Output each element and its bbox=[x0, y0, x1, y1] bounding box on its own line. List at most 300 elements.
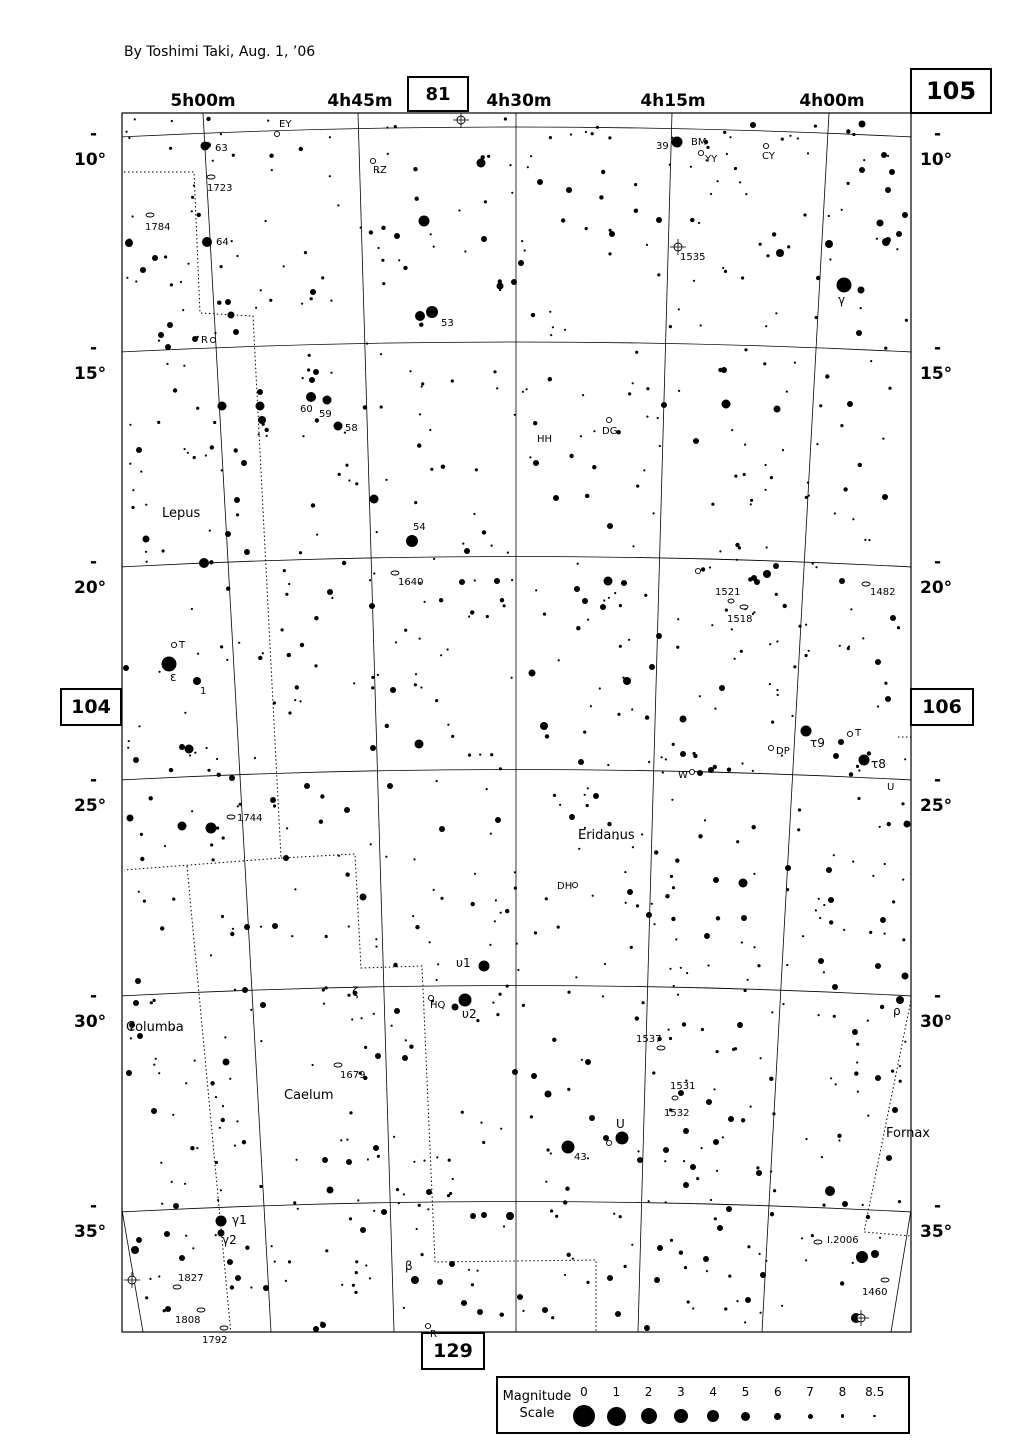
faint-star bbox=[669, 325, 672, 328]
dec-label-right-10: 10° bbox=[920, 150, 953, 170]
faint-star bbox=[140, 833, 143, 836]
faint-star bbox=[898, 1200, 901, 1203]
variable-cy bbox=[763, 143, 768, 148]
star bbox=[205, 142, 211, 148]
faint-star bbox=[884, 682, 887, 685]
faint-star bbox=[441, 465, 445, 469]
legend-magnitude-label: 8.5 bbox=[865, 1385, 885, 1399]
faint-star bbox=[473, 513, 475, 515]
star bbox=[263, 1285, 269, 1291]
faint-star bbox=[158, 671, 160, 673]
star-54 bbox=[406, 535, 418, 547]
dec-label-left-10: 10° bbox=[74, 150, 107, 170]
dec-tick-left: - bbox=[90, 552, 98, 572]
faint-star bbox=[409, 1045, 413, 1049]
faint-star bbox=[677, 618, 679, 620]
faint-star bbox=[474, 579, 476, 581]
faint-star bbox=[259, 1185, 262, 1188]
star bbox=[470, 1213, 476, 1219]
faint-star bbox=[797, 828, 800, 831]
faint-star bbox=[553, 794, 556, 797]
faint-star bbox=[609, 229, 612, 232]
star bbox=[604, 577, 613, 586]
faint-star bbox=[307, 368, 310, 371]
faint-star bbox=[260, 926, 262, 928]
variable-r bbox=[210, 337, 215, 342]
star bbox=[449, 1261, 455, 1267]
faint-star bbox=[698, 222, 700, 224]
faint-star bbox=[433, 558, 435, 560]
faint-star bbox=[603, 599, 605, 601]
faint-star bbox=[267, 120, 269, 122]
faint-star bbox=[567, 1253, 571, 1257]
faint-star bbox=[320, 794, 324, 798]
faint-star bbox=[172, 898, 175, 901]
faint-star bbox=[887, 155, 889, 157]
faint-star bbox=[770, 476, 773, 479]
star bbox=[574, 586, 580, 592]
faint-star bbox=[704, 819, 706, 821]
faint-star bbox=[802, 935, 804, 937]
star bbox=[494, 578, 500, 584]
dec-tick-right: - bbox=[934, 1196, 942, 1216]
faint-star bbox=[423, 1160, 425, 1162]
faint-star bbox=[706, 146, 709, 149]
label-1531: 1531 bbox=[670, 1081, 696, 1092]
legend-magnitude-dot bbox=[641, 1408, 657, 1424]
variable-dh bbox=[572, 882, 577, 887]
faint-star bbox=[382, 282, 385, 285]
faint-star bbox=[516, 943, 518, 945]
star-rho bbox=[896, 996, 904, 1004]
star bbox=[680, 716, 687, 723]
faint-star bbox=[496, 1013, 499, 1016]
star bbox=[683, 1128, 689, 1134]
faint-star bbox=[209, 560, 213, 564]
faint-star bbox=[896, 248, 898, 250]
faint-star bbox=[770, 1170, 772, 1172]
faint-star bbox=[412, 915, 414, 917]
star bbox=[776, 249, 784, 257]
faint-star bbox=[492, 1002, 494, 1004]
faint-star bbox=[273, 701, 276, 704]
faint-star bbox=[852, 1262, 854, 1264]
star bbox=[140, 267, 146, 273]
faint-star bbox=[338, 473, 341, 476]
label-1518: 1518 bbox=[727, 614, 753, 625]
faint-star bbox=[161, 1203, 163, 1205]
star bbox=[589, 1115, 595, 1121]
faint-star bbox=[816, 276, 820, 280]
faint-star bbox=[262, 423, 265, 426]
star bbox=[885, 696, 891, 702]
star-64 bbox=[202, 237, 212, 247]
faint-star bbox=[587, 787, 589, 789]
faint-star bbox=[585, 131, 587, 133]
faint-star bbox=[448, 1159, 451, 1162]
constellation-boundaries bbox=[112, 172, 918, 1345]
faint-star bbox=[818, 898, 820, 900]
faint-star bbox=[320, 1322, 323, 1325]
star bbox=[452, 1004, 459, 1011]
dec-label-left-30: 30° bbox=[74, 1012, 107, 1032]
faint-star bbox=[744, 348, 747, 351]
faint-star bbox=[551, 1316, 554, 1319]
faint-star bbox=[461, 1111, 464, 1114]
faint-star bbox=[648, 761, 650, 763]
faint-star bbox=[811, 1234, 814, 1237]
faint-star bbox=[771, 1011, 773, 1013]
adjacent-chart-south[interactable]: 129 bbox=[421, 1332, 485, 1370]
label-gamma: γ bbox=[838, 293, 846, 307]
faint-star bbox=[337, 204, 339, 206]
faint-star bbox=[419, 638, 421, 640]
faint-star bbox=[348, 479, 350, 481]
faint-star bbox=[447, 1194, 450, 1197]
faint-star bbox=[776, 640, 778, 642]
dec-label-left-20: 20° bbox=[74, 578, 107, 598]
faint-star bbox=[632, 382, 634, 384]
faint-star bbox=[531, 313, 535, 317]
star bbox=[537, 179, 543, 185]
adjacent-chart-east[interactable]: 106 bbox=[910, 688, 974, 726]
faint-star bbox=[727, 768, 731, 772]
faint-star bbox=[207, 769, 210, 772]
faint-star bbox=[363, 405, 367, 409]
star bbox=[327, 589, 333, 595]
star bbox=[875, 1075, 881, 1081]
faint-star bbox=[563, 1200, 567, 1204]
faint-star bbox=[360, 227, 362, 229]
star bbox=[737, 1022, 743, 1028]
faint-star bbox=[490, 753, 493, 756]
faint-star bbox=[722, 267, 724, 269]
faint-star bbox=[419, 323, 423, 327]
faint-star bbox=[807, 152, 809, 154]
faint-star bbox=[226, 659, 228, 661]
faint-star bbox=[234, 1145, 236, 1147]
faint-star bbox=[160, 926, 164, 930]
faint-star bbox=[145, 1296, 148, 1299]
faint-star bbox=[498, 279, 502, 283]
star bbox=[394, 1008, 400, 1014]
star bbox=[437, 1279, 443, 1285]
faint-star bbox=[421, 385, 423, 387]
faint-star bbox=[354, 1291, 357, 1294]
faint-star bbox=[726, 153, 728, 155]
star bbox=[387, 783, 393, 789]
faint-star bbox=[258, 656, 262, 660]
faint-star bbox=[707, 964, 709, 966]
legend-magnitude-dot bbox=[774, 1413, 781, 1420]
faint-star bbox=[419, 413, 421, 415]
faint-star bbox=[585, 227, 588, 230]
faint-star bbox=[552, 326, 554, 328]
faint-star bbox=[586, 804, 589, 807]
faint-star bbox=[349, 1111, 352, 1114]
faint-star bbox=[231, 240, 233, 242]
faint-star bbox=[840, 424, 843, 427]
faint-star bbox=[319, 820, 323, 824]
faint-star bbox=[325, 1249, 328, 1252]
faint-star bbox=[821, 1156, 823, 1158]
dec-label-right-20: 20° bbox=[920, 578, 953, 598]
faint-star bbox=[310, 297, 313, 300]
faint-star bbox=[522, 1004, 525, 1007]
faint-star bbox=[805, 624, 807, 626]
faint-star bbox=[718, 368, 722, 372]
star bbox=[495, 817, 501, 823]
faint-star bbox=[164, 845, 166, 847]
faint-star bbox=[436, 979, 438, 981]
ra-line-west-edge bbox=[122, 1210, 143, 1332]
label-39: 39 bbox=[656, 141, 669, 152]
label-gamma2: γ2 bbox=[222, 1233, 237, 1247]
faint-star bbox=[476, 1019, 479, 1022]
faint-star bbox=[373, 1013, 375, 1015]
faint-star bbox=[677, 994, 679, 996]
star bbox=[713, 1139, 719, 1145]
faint-star bbox=[823, 971, 825, 973]
label-1: 1 bbox=[200, 686, 207, 697]
star bbox=[260, 1002, 266, 1008]
faint-star bbox=[451, 735, 454, 738]
faint-star bbox=[741, 941, 743, 943]
faint-star bbox=[558, 659, 560, 661]
star bbox=[859, 121, 866, 128]
label-u-variable: U bbox=[887, 782, 895, 793]
faint-star bbox=[452, 1178, 454, 1180]
faint-star bbox=[747, 979, 749, 981]
label-hh: HH bbox=[537, 434, 553, 445]
star bbox=[569, 814, 575, 820]
faint-star bbox=[632, 846, 634, 848]
dec-label-right-35: 35° bbox=[920, 1222, 953, 1242]
faint-star bbox=[698, 834, 702, 838]
faint-star bbox=[648, 1200, 650, 1202]
faint-star bbox=[477, 1270, 479, 1272]
faint-star bbox=[577, 563, 579, 565]
faint-star bbox=[158, 340, 160, 342]
star bbox=[657, 1245, 663, 1251]
adjacent-chart-west[interactable]: 104 bbox=[60, 688, 122, 726]
galaxy-1792 bbox=[220, 1326, 228, 1330]
faint-star bbox=[138, 725, 140, 727]
faint-star bbox=[375, 946, 377, 948]
faint-star bbox=[430, 233, 432, 235]
variable-dp bbox=[768, 745, 773, 750]
star-upsilon2 bbox=[459, 994, 472, 1007]
faint-star bbox=[632, 545, 634, 547]
faint-star bbox=[499, 289, 501, 291]
faint-star bbox=[642, 1001, 645, 1004]
faint-star bbox=[862, 637, 864, 639]
faint-star bbox=[687, 1300, 690, 1303]
star bbox=[553, 495, 559, 501]
variable-ring bbox=[695, 568, 700, 573]
star bbox=[179, 744, 185, 750]
faint-star bbox=[215, 1096, 217, 1098]
faint-star bbox=[671, 917, 675, 921]
faint-star bbox=[818, 1014, 820, 1016]
faint-star bbox=[191, 608, 193, 610]
constellation-columba: Columba bbox=[126, 1020, 184, 1035]
star bbox=[654, 1277, 660, 1283]
faint-star bbox=[437, 963, 439, 965]
faint-star bbox=[710, 193, 712, 195]
faint-star bbox=[852, 861, 854, 863]
star bbox=[426, 1189, 432, 1195]
faint-star bbox=[149, 796, 153, 800]
star bbox=[165, 344, 171, 350]
faint-star bbox=[436, 1156, 438, 1158]
faint-star bbox=[651, 903, 653, 905]
star bbox=[890, 615, 896, 621]
faint-star bbox=[245, 1246, 249, 1250]
faint-star bbox=[164, 255, 167, 258]
faint-star bbox=[184, 1183, 186, 1185]
faint-star bbox=[814, 125, 817, 128]
legend-magnitude-dot bbox=[607, 1407, 626, 1426]
ra-label-4h30m: 4h30m bbox=[486, 91, 552, 111]
star bbox=[477, 1309, 483, 1315]
star-53 bbox=[426, 306, 438, 318]
faint-star bbox=[511, 579, 513, 581]
faint-star bbox=[887, 822, 891, 826]
star bbox=[360, 1227, 366, 1233]
faint-star bbox=[586, 1281, 589, 1284]
faint-star bbox=[314, 664, 317, 667]
faint-star bbox=[823, 904, 825, 906]
faint-star bbox=[236, 1120, 238, 1122]
legend-title-line1: Magnitude bbox=[502, 1389, 572, 1404]
star bbox=[360, 894, 367, 901]
label-tau9: τ9 bbox=[810, 736, 825, 750]
faint-star bbox=[230, 932, 234, 936]
legend-magnitude-label: 6 bbox=[773, 1385, 782, 1399]
faint-star bbox=[578, 848, 580, 850]
star bbox=[904, 821, 911, 828]
faint-star bbox=[619, 604, 622, 607]
faint-star bbox=[299, 551, 302, 554]
star bbox=[123, 665, 129, 671]
label-54: 54 bbox=[413, 522, 426, 533]
faint-star bbox=[349, 1217, 352, 1220]
faint-star bbox=[169, 147, 172, 150]
galaxy-1518 bbox=[740, 605, 748, 609]
faint-star bbox=[352, 1284, 355, 1287]
star bbox=[607, 523, 613, 529]
faint-star bbox=[816, 443, 818, 445]
star bbox=[415, 311, 425, 321]
label-1460: 1460 bbox=[862, 1287, 888, 1298]
faint-star bbox=[387, 153, 389, 155]
label-beta: β bbox=[405, 1259, 413, 1273]
faint-star bbox=[503, 604, 506, 607]
faint-star bbox=[254, 757, 256, 759]
faint-star bbox=[765, 1260, 767, 1262]
faint-star bbox=[393, 963, 397, 967]
faint-star bbox=[631, 708, 633, 710]
dec-tick-left: - bbox=[90, 124, 98, 144]
faint-star bbox=[829, 920, 833, 924]
faint-star bbox=[585, 494, 589, 498]
star bbox=[719, 685, 725, 691]
star bbox=[644, 1325, 650, 1331]
faint-star bbox=[879, 826, 881, 828]
galaxy-1784 bbox=[146, 213, 154, 217]
faint-star bbox=[191, 196, 194, 199]
faint-star bbox=[870, 360, 872, 362]
boundary-fornax bbox=[864, 737, 918, 1236]
faint-star bbox=[415, 925, 419, 929]
faint-star bbox=[670, 875, 673, 878]
legend-magnitude-dot bbox=[573, 1405, 595, 1427]
faint-star bbox=[502, 1314, 504, 1316]
faint-star bbox=[283, 265, 285, 267]
faint-star bbox=[521, 240, 523, 242]
faint-star bbox=[759, 243, 762, 246]
label-1792: 1792 bbox=[202, 1335, 228, 1346]
label-1535: 1535 bbox=[680, 252, 706, 263]
faint-star bbox=[567, 991, 570, 994]
label-59: 59 bbox=[319, 409, 332, 420]
faint-star bbox=[741, 276, 744, 279]
faint-star bbox=[217, 773, 221, 777]
label-1679: 1679 bbox=[340, 1070, 366, 1081]
star-60 bbox=[306, 392, 316, 402]
adjacent-chart-north[interactable]: 81 bbox=[407, 76, 469, 112]
star bbox=[877, 220, 884, 227]
faint-star bbox=[711, 503, 714, 506]
star bbox=[615, 1311, 621, 1317]
faint-star bbox=[678, 308, 680, 310]
faint-star bbox=[494, 920, 496, 922]
faint-star bbox=[215, 1161, 218, 1164]
label-60: 60 bbox=[300, 404, 313, 415]
star bbox=[881, 152, 887, 158]
constellation-caelum: Caelum bbox=[284, 1088, 334, 1103]
faint-star bbox=[669, 968, 671, 970]
faint-star bbox=[394, 125, 397, 128]
faint-star bbox=[765, 325, 767, 327]
faint-star bbox=[775, 593, 778, 596]
star bbox=[270, 797, 276, 803]
faint-star bbox=[274, 1261, 276, 1263]
faint-star bbox=[736, 559, 738, 561]
star bbox=[852, 1029, 858, 1035]
star bbox=[875, 659, 881, 665]
faint-star bbox=[288, 583, 290, 585]
faint-star bbox=[724, 270, 727, 273]
faint-star bbox=[622, 677, 624, 679]
label-r-variable-2: R bbox=[430, 1329, 437, 1340]
faint-star bbox=[819, 404, 822, 407]
star bbox=[656, 217, 662, 223]
faint-star bbox=[366, 343, 368, 345]
faint-star bbox=[805, 654, 808, 657]
faint-star bbox=[160, 1162, 162, 1164]
faint-star bbox=[664, 1160, 666, 1162]
faint-star bbox=[653, 923, 655, 925]
faint-star bbox=[300, 700, 302, 702]
star bbox=[375, 1053, 381, 1059]
faint-star bbox=[126, 277, 128, 279]
label-rho: ρ bbox=[893, 1004, 901, 1018]
faint-star bbox=[250, 1286, 252, 1288]
faint-star bbox=[769, 683, 771, 685]
faint-star bbox=[608, 136, 611, 139]
